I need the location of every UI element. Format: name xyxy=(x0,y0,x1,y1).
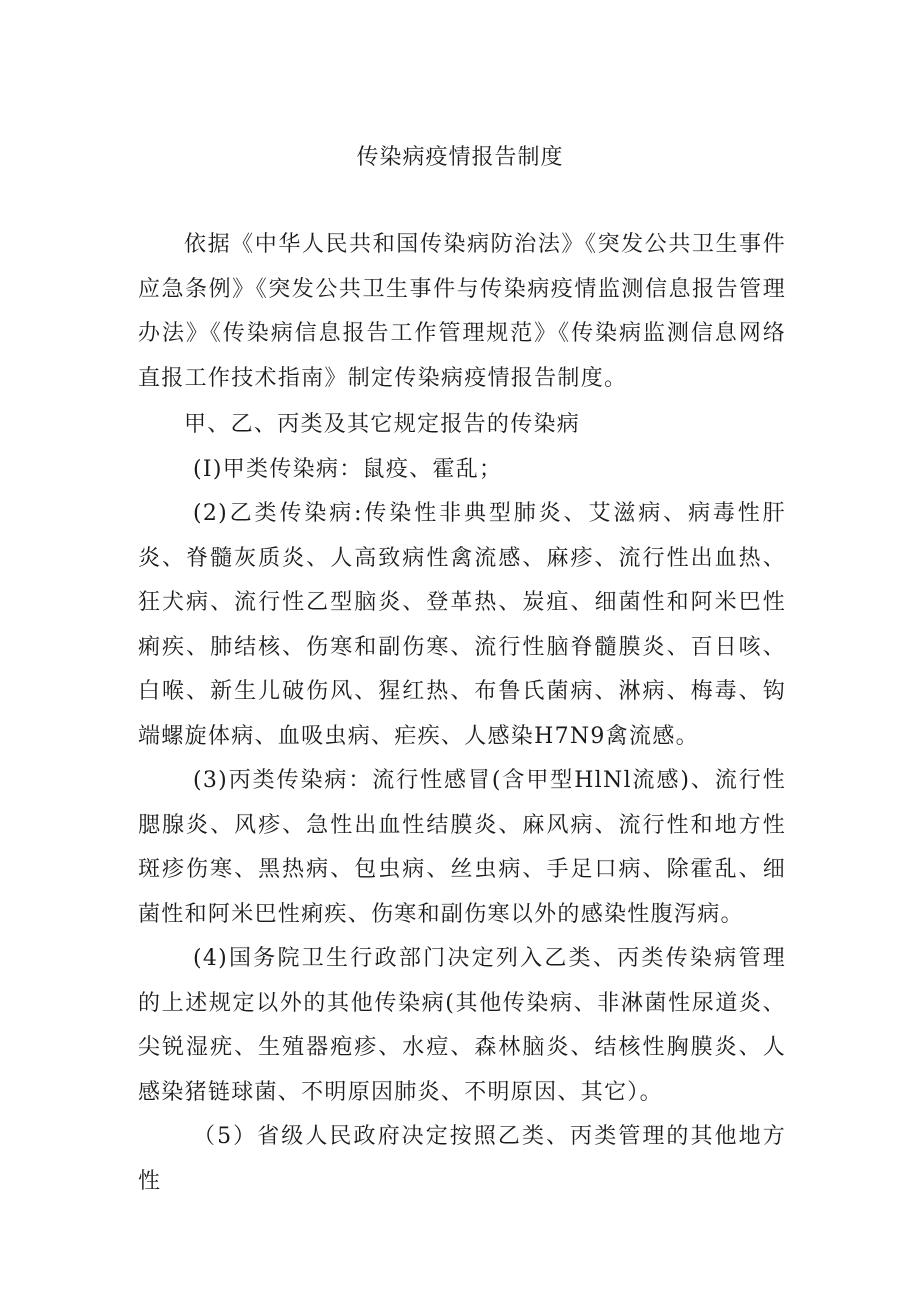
paragraph-class-a: (I)甲类传染病：鼠疫、霍乱； xyxy=(193,456,503,482)
page-title: 传染病疫情报告制度 xyxy=(356,145,564,170)
paragraph-provincial: （5）省级人民政府决定按照乙类、丙类管理的其他地方性 xyxy=(138,1124,786,1194)
paragraph-legal-basis: 依据《中华人民共和国传染病防治法》《突发公共卫生事件应急条例》《突发公共卫生事件与传染病疫情监测信息报告管理办法》《传染病信息报告工作管理规范》《传染病监测信息网络直报工作技术指南》制定传染病疫情报告制度。 xyxy=(138,232,786,391)
paragraph-other-designated: (4)国务院卫生行政部门决定列入乙类、丙类传染病管理的上述规定以外的其他传染病(其他传染病、非淋菌性尿道炎、尖锐湿疣、生殖器疱疹、水痘、森林脑炎、结核性胸膜炎、人感染猪链球菌、不明原因肺炎、不明原因、其它）。 xyxy=(138,946,786,1105)
paragraph-class-b: (2)乙类传染病:传染性非典型肺炎、艾滋病、病毒性肝炎、脊髓灰质炎、人高致病性禽流感、麻疹、流行性出血热、狂犬病、流行性乙型脑炎、登革热、炭疽、细菌性和阿米巴性痢疾、肺结核、伤寒和副伤寒、流行性脑脊髓膜炎、百日咳、白喉、新生儿破伤风、猩红热、布鲁氏菌病、淋病、梅毒、钩端螺旋体病、血吸虫病、疟疾、人感染H7N9禽流感。 xyxy=(138,501,786,749)
paragraph-section-heading: 甲、乙、丙类及其它规定报告的传染病 xyxy=(184,412,581,437)
paragraph-class-c: (3)丙类传染病：流行性感冒(含甲型HlNl流感)、流行性腮腺炎、风疹、急性出血性结膜炎、麻风病、流行性和地方性斑疹伤寒、黑热病、包虫病、丝虫病、手足口病、除霍乱、细菌性和阿米巴性痢疾、伤寒和副伤寒以外的感染性腹泻病。 xyxy=(138,768,786,927)
document-body xyxy=(138,223,786,1204)
